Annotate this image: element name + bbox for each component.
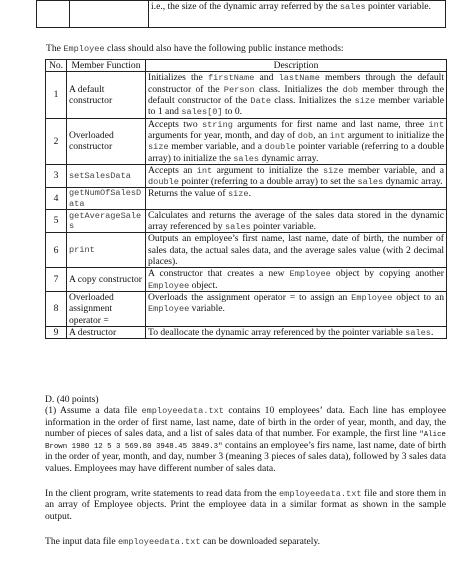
text-run: pointer variable (referring to a double array) to initialize the [148,141,444,164]
table-row [46,118,447,164]
method-description [146,209,447,233]
text-run: Accepts two [148,118,202,130]
section-d [45,394,446,547]
table-row [46,72,447,118]
text-run: dynamic array. [383,176,443,188]
paragraph-3 [45,536,446,547]
table-header-row [46,60,447,72]
empty-cell [37,1,70,28]
paragraph-1 [45,405,446,474]
text-run: Initializes the [148,72,208,84]
code-term: sales [233,153,260,164]
code-term: dob [297,130,314,141]
text-run: class. Initializes the [254,83,343,95]
member-function-name: print [67,233,146,268]
table-row [46,164,447,188]
method-description [146,268,447,292]
member-function-name: setSalesData [67,164,146,188]
sample-data-line: "Alice Brown 1980 12 5 3 569.80 3948.45 3849.3" [45,430,446,451]
text-run: , an [313,129,330,141]
code-term: size [354,95,376,106]
text-run: The input data file [45,535,118,547]
code-term: Person [223,84,255,95]
methods-table-body [46,72,447,339]
description-cell [149,1,446,28]
table-row [37,1,446,28]
code-term: double [148,177,179,188]
description-text: pointer variable. [365,1,431,12]
code-term: sales [224,222,251,233]
text-run: class. Initializes the [271,94,355,106]
text-run: . [430,326,434,338]
code-term: int [428,119,444,130]
row-number: 9 [46,326,67,338]
text-run: Accepts an [148,164,197,176]
text-run: A constructor that creates a new [148,268,290,280]
member-function-name: getNumOfSalesData [67,188,146,209]
text-run: Calculates and returns the average of the sales data stored in the dynamic array referenced by [148,209,444,233]
text-run: member variable to 1 and [148,94,444,118]
row-number: 2 [46,118,67,164]
code-term: size [148,142,169,153]
code-term: sales [339,2,366,12]
row-number: 6 [46,233,67,268]
text-run: arguments for year, month, and day of [148,129,298,141]
text-run: argument to initialize the [212,164,323,176]
code-term: Employee [148,280,190,291]
text-run: can be downloaded separately. [200,535,321,547]
paragraph-2 [45,488,446,522]
code-term: employeedata.txt [118,536,201,547]
method-description [146,164,447,188]
text-run: member variable, and a [343,164,444,176]
row-number: 7 [46,268,67,292]
text-run: to 0. [222,106,243,118]
code-term: size [227,189,249,200]
member-function-name: getAverageSales [67,209,146,233]
text-run: dynamic array. [259,152,319,164]
text-run: and [254,72,279,84]
code-term: employeedata.txt [141,406,224,417]
intro-text: class should also have the following public instance methods: [104,43,344,54]
description-text: i.e., the size of the dynamic array referred by the [151,1,340,12]
text-run: (1) Assume a data file [45,405,142,417]
code-term: Employee [351,292,393,303]
intro-text: The [46,43,64,54]
text-run: member variable, and a [168,141,265,153]
text-run: Overloads the assignment operator = to assign an [148,291,352,303]
code-term: Employee [289,269,331,280]
method-description [146,72,447,118]
text-run: contains 10 employees’ data. Each line has employee information in the order of first name, last name, date of birth in the order of year, month, and day, the number of pieces of sales data, and a list of sales data of that number. For example, the first line [45,405,446,439]
row-number: 4 [46,188,67,209]
text-run: pointer (referring to a double array) to set the [178,176,358,188]
code-term: sales[0] [181,107,223,118]
code-term: string [201,119,233,130]
code-term: Date [250,95,272,106]
text-run: object. [189,279,218,291]
method-description [146,188,447,209]
text-run: object to an [392,291,444,303]
text-run: members through the default constructor of the [148,72,444,95]
row-number: 8 [46,291,67,326]
text-run: pointer variable. [250,221,317,233]
text-run: argument to initialize the [345,129,444,141]
code-term: int [196,165,213,176]
code-term: int [329,130,346,141]
member-function-name: A default constructor [67,72,146,118]
code-term: lastName [278,73,320,84]
method-description [146,233,447,268]
method-description [146,326,447,338]
table-row [46,209,447,233]
text-run: variable. [189,303,225,315]
column-header-member-function: Member Function [67,60,146,72]
empty-cell [70,1,149,28]
top-table-fragment [36,0,446,28]
section-heading: D. (40 points) [45,394,99,405]
text-run: object by copying another [330,268,445,280]
row-number: 3 [46,164,67,188]
method-description [146,291,447,326]
class-name: Employee [63,44,105,54]
table-row [46,291,447,326]
text-run: . [248,188,251,200]
text-run: member through the default constructor of the [148,83,444,106]
intro-sentence [46,43,446,54]
column-header-description: Description [146,60,447,72]
member-function-name: A destructor [67,326,146,338]
member-function-name: A copy constructor [67,268,146,292]
text-run: file and store them in an array of Employee objects. Print the employee data in a similar format as shown in the sample output. [45,488,446,522]
text-run: Outputs an employee’s first name, last name, date of birth, the number of sales data, the actual sales data, and the average sales value (with 2 decimal places). [148,233,444,267]
table-row [46,188,447,209]
table-row [46,326,447,338]
row-number: 5 [46,209,67,233]
text-run: contains an employee’s firs name, last name, date of birth in the order of year, month, and day, number 3 (meaning 3 pieces of sales data), followed by 3 sales data values. Employees may have different number of sales data. [45,439,446,474]
code-term: firstName [207,73,255,84]
method-description [146,118,447,164]
code-term: double [264,142,296,153]
row-number: 1 [46,72,67,118]
text-run: arguments for first name and last name, three [232,118,429,130]
member-function-name: Overloaded assignment operator = [67,291,146,326]
text-run: Returns the value of [148,188,228,200]
table-row [46,233,447,268]
code-term: dob [342,84,359,95]
column-header-no: No. [46,60,67,72]
code-term: Employee [148,304,190,315]
code-term: size [322,165,344,176]
member-function-name: Overloaded constructor [67,118,146,164]
text-run: To deallocate the dynamic array referenced by the pointer variable [148,326,406,338]
code-term: sales [405,327,431,338]
code-term: sales [357,177,384,188]
text-run: In the client program, write statements to read data from the [45,488,280,500]
methods-table [45,59,447,339]
code-term: employeedata.txt [279,489,362,500]
table-row [46,268,447,292]
